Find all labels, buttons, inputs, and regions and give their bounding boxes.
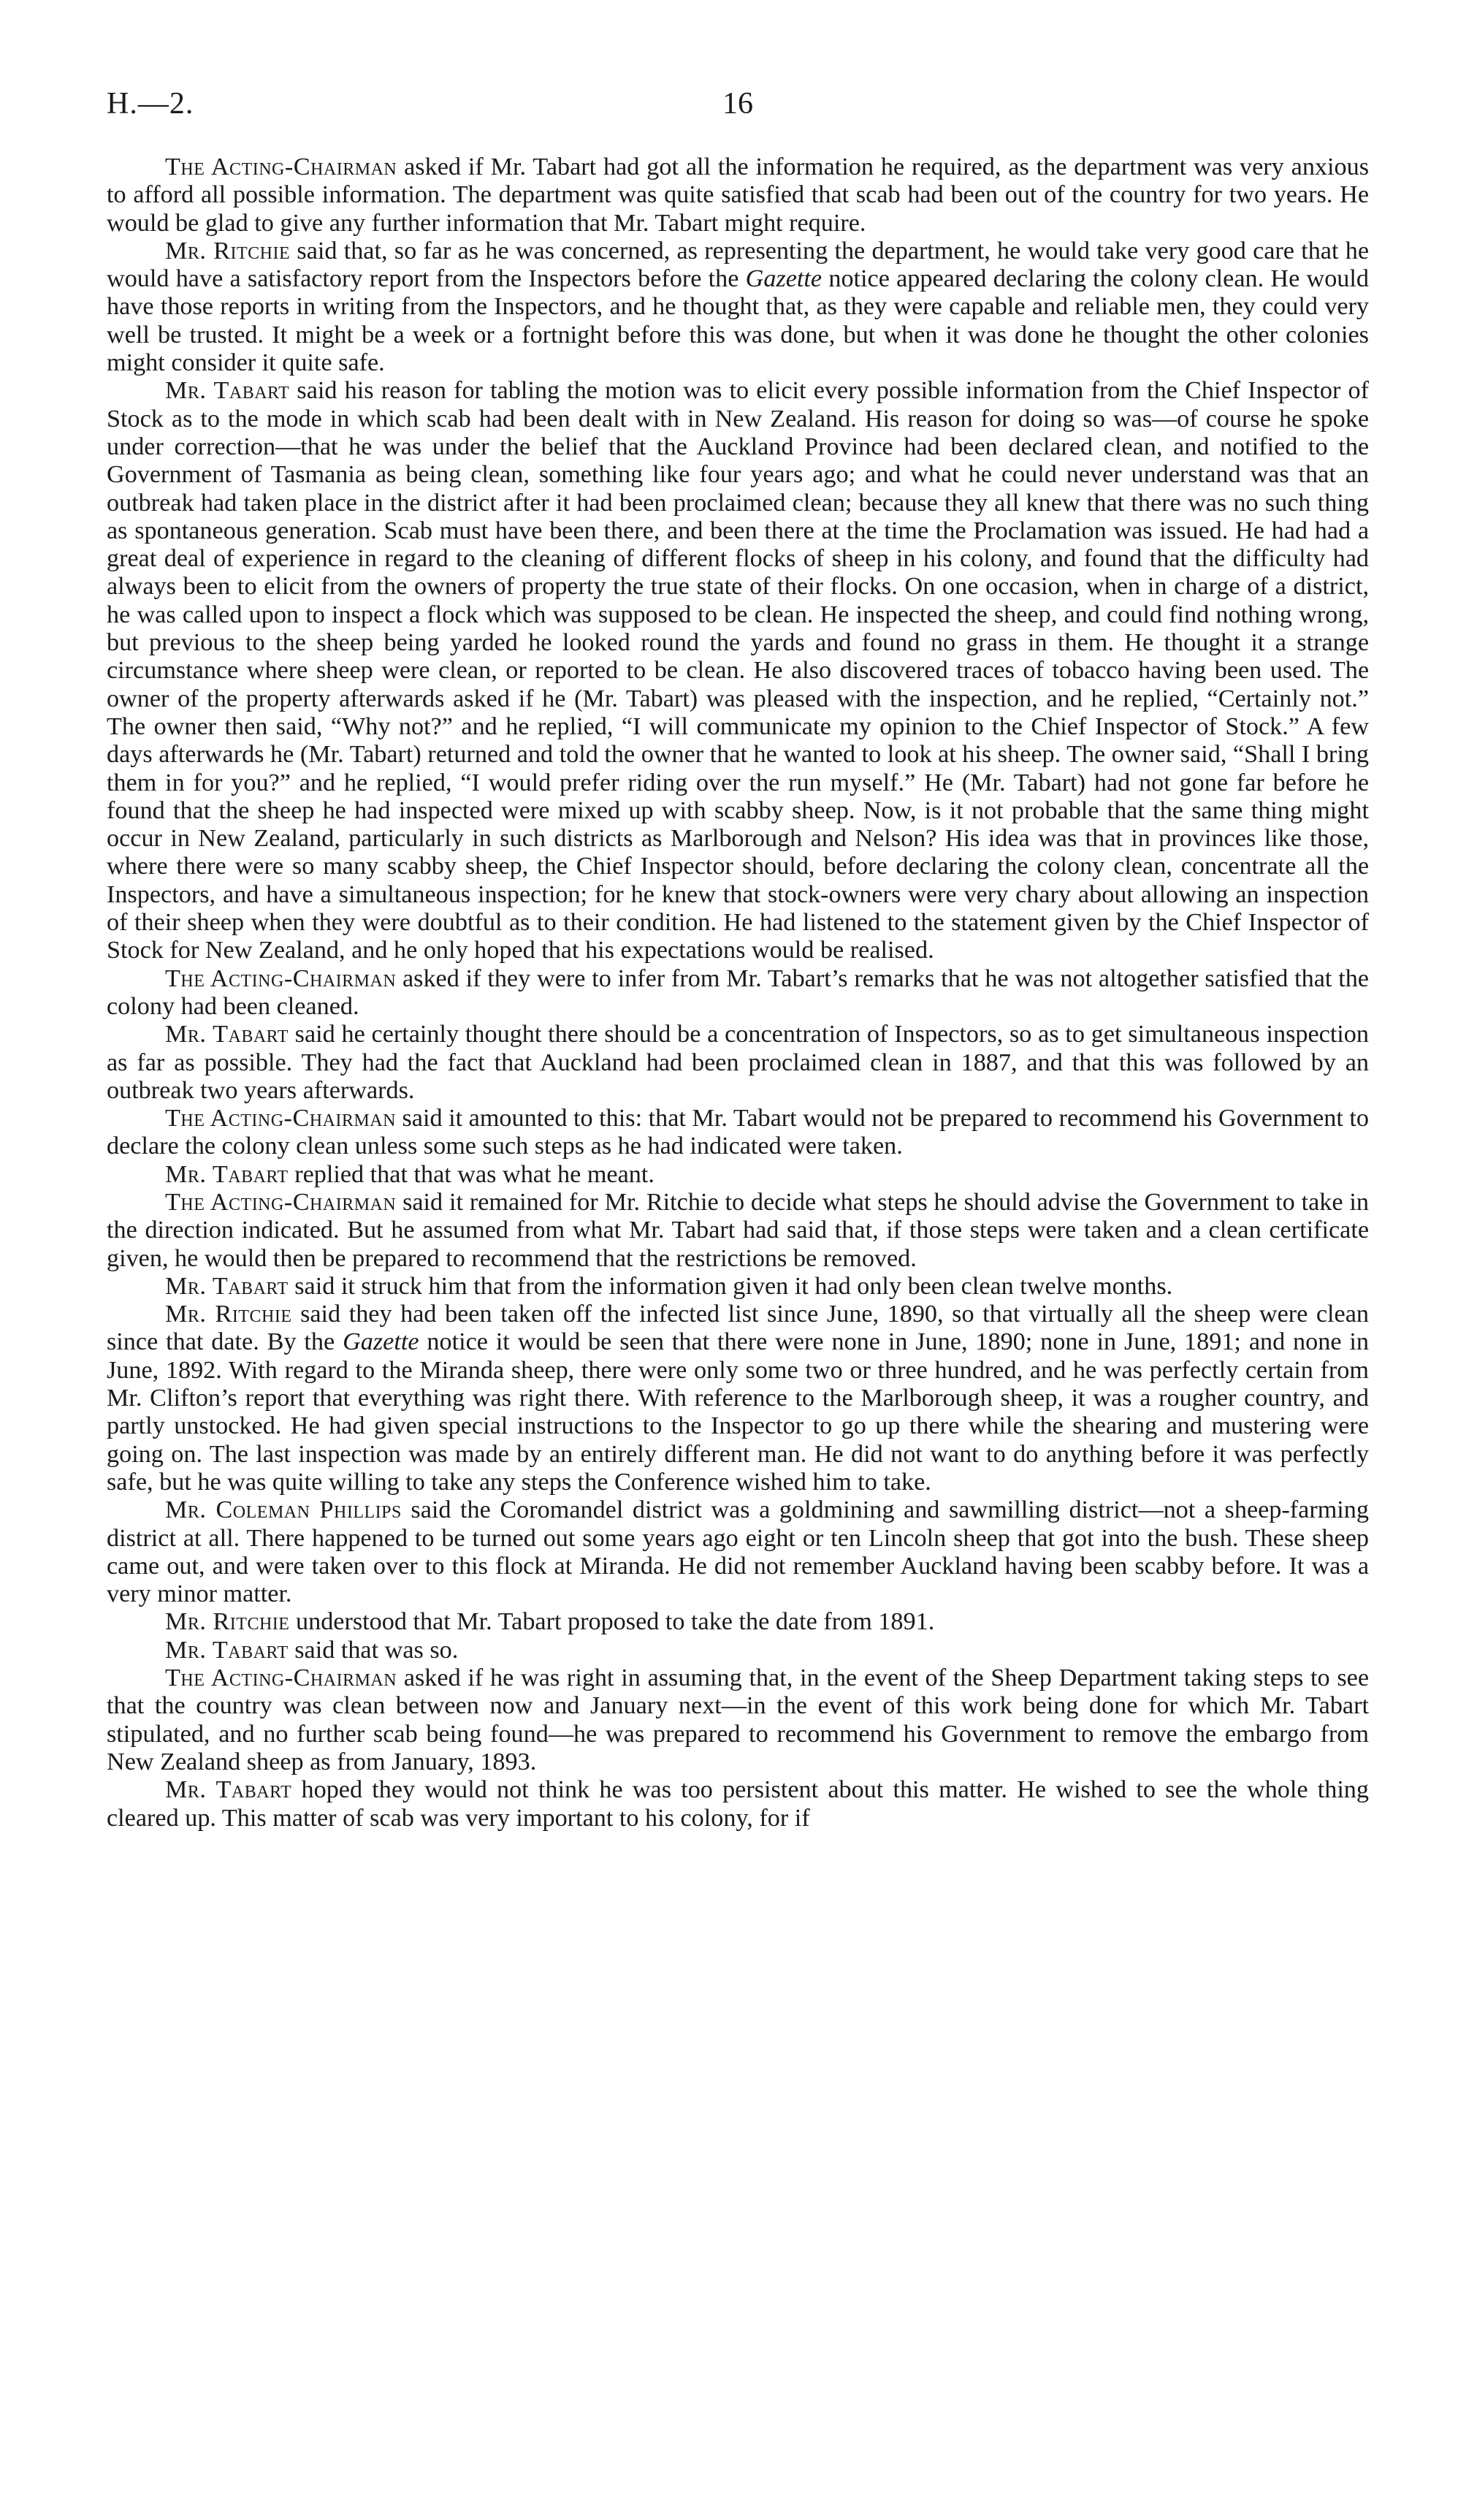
paragraph-6: [107, 1105, 1369, 1161]
paragraph-5: [107, 1021, 1369, 1105]
paragraph-13: [107, 1637, 1369, 1664]
speaker-name: The Acting-Chairman: [165, 1188, 397, 1216]
speaker-name: Mr. Tabart: [165, 1160, 289, 1188]
paragraph-7: [107, 1161, 1369, 1189]
speaker-name: Mr. Tabart: [165, 1272, 289, 1300]
paragraph-3: [107, 377, 1369, 964]
paragraph-11: [107, 1496, 1369, 1608]
paragraph-2: [107, 237, 1369, 377]
speaker-name: Mr. Ritchie: [165, 237, 291, 264]
paragraph-14: [107, 1664, 1369, 1776]
paragraph-text: said he certainly thought there should be a concentration of Inspectors, so as to get simultaneous inspection as far as possible. They had the fact that Auckland had been proclaimed clean in 1887, and that this was followed by an outbreak two years afterwards.: [107, 1021, 1369, 1104]
paragraph-text: hoped they would not think he was too persistent about this matter. He wished to see the whole thing cleared up. This matter of scab was very important to his colony, for if: [107, 1776, 1369, 1832]
paragraph-15: [107, 1776, 1369, 1832]
speaker-name: Mr. Coleman Phillips: [165, 1496, 402, 1524]
page-number: 16: [722, 87, 753, 121]
paragraph-text: replied that that was what he meant.: [288, 1160, 654, 1188]
speaker-name: Mr. Ritchie: [165, 1301, 292, 1328]
speaker-name: The Acting-Chairman: [165, 964, 397, 992]
paragraph-text: said that, so far as he was concerned, as representing the department, he would take very good care that he would have a satisfactory report from the Inspectors before the: [107, 237, 1369, 293]
speaker-name: Mr. Ritchie: [165, 1608, 290, 1636]
gazette-italic: Gazette: [745, 265, 822, 293]
paragraph-text: notice it would be seen that there were none in June, 1890; none in June, 1891; and none in June, 1892. With regard to the Miranda sheep, there were only some two or three hundred, and he was perfectly certain from Mr. Clifton’s report that everything was right there. With reference to the Marlborough sheep, it was a rougher country, and partly unstocked. He had given special instructions to the Inspector to go up there while the shearing and mustering were going on. The last inspection was made by an entirely different man. He did not want to do anything before it was perfectly safe, but he was quite willing to take any steps the Conference wished him to take.: [107, 1328, 1369, 1496]
paragraph-10: [107, 1301, 1369, 1496]
paragraph-4: [107, 965, 1369, 1021]
parliamentary-paper-reference: H.—2.: [107, 87, 194, 121]
speaker-name: Mr. Tabart: [165, 1776, 292, 1804]
page-header: [107, 86, 1369, 130]
speaker-name: The Acting-Chairman: [165, 1664, 397, 1692]
paragraph-8: [107, 1189, 1369, 1273]
paragraph-text: said the Coromandel district was a goldmining and sawmilling district—not a sheep-farming district at all. There happened to be turned out some years ago eight or ten Lincoln sheep that got into the bush. These sheep came out, and were taken over to this flock at Miranda. He did not remember Auckland having been scabby before. It was a very minor matter.: [107, 1496, 1369, 1608]
paragraph-text: notice appeared declaring the colony clean. He would have those reports in writing from the Inspectors, and he thought that, as they were capable and reliable men, they could very well be trusted. It might be a week or a fortnight before this was done, but when it was done he thought the other colonies might consider it quite safe.: [107, 265, 1369, 377]
speaker-name: The Acting-Chairman: [165, 153, 397, 180]
paragraph-text: said it remained for Mr. Ritchie to decide what steps he should advise the Government to take in the direction indicated. But he assumed from what Mr. Tabart had said that, if those steps were taken and a clean certificate given, he would then be prepared to recommend that the restrictions be removed.: [107, 1188, 1370, 1272]
paragraph-text: said that was so.: [288, 1636, 459, 1664]
paragraph-text: asked if Mr. Tabart had got all the information he required, as the department was very anxious to afford all possible information. The department was quite satisfied that scab had been out of the country for two years. He would be glad to give any further information that Mr. Tabart might require.: [107, 153, 1370, 237]
paragraph-text: said it struck him that from the information given it had only been clean twelve months.: [288, 1272, 1173, 1300]
speaker-name: The Acting-Chairman: [165, 1105, 396, 1133]
paragraph-9: [107, 1273, 1369, 1301]
paragraph-1: [107, 153, 1369, 237]
paragraph-12: [107, 1608, 1369, 1636]
paragraph-text: asked if they were to infer from Mr. Tabart’s remarks that he was not altogether satisfied that the colony had been cleaned.: [107, 964, 1369, 1020]
paragraph-text: said his reason for tabling the motion was to elicit every possible information from the Chief Inspector of Stock as to the mode in which scab had been dealt with in New Zealand. His reason for doing so was—of course he spoke under correction—that he was under the belief that the Auckland Province had been declared clean, and notified to the Government of Tasmania as being clean, something like four years ago; and what he could never understand was that an outbreak had taken place in the district after it had been proclaimed clean; because they all knew that there was no such thing as spontaneous generation. Scab must have been there, and been there at the time the Proclamation was issued. He had had a great deal of experience in regard to the cleaning of different flocks of sheep in his colony, and found that the difficulty had always been to elicit from the owners of property the true state of their flocks. On one occasion, when in charge of a district, he was called upon to inspect a flock which was supposed to be clean. He inspected the sheep, and could find nothing wrong, but previous to the sheep being yarded he looked round the yards and found no grass in them. He thought it a strange circumstance where sheep were clean, or reported to be clean. He also discovered traces of tobacco having been used. The owner of the property afterwards asked if he (Mr. Tabart) was pleased with the inspection, and he replied, “Certainly not.” The owner then said, “Why not?” and he replied, “I will communicate my opinion to the Chief Inspector of Stock.” A few days afterwards he (Mr. Tabart) returned and told the owner that he wanted to look at his sheep. The owner said, “Shall I bring them in for you?” and he replied, “I would prefer riding over the run myself.” He (Mr. Tabart) had not gone far before he found that the sheep he had inspected were mixed up with scabby sheep. Now, is it not probable that the same thing might occur in New Zealand, particularly in such districts as Marlborough and Nelson? His idea was that in provinces like those, where there were so many scabby sheep, the Chief Inspector should, before declaring the colony clean, concentrate all the Inspectors, and have a simultaneous inspection; for he knew that stock-owners were very chary about allowing an inspection of their sheep when they were doubtful as to their condition. He had listened to the statement given by the Chief Inspector of Stock for New Zealand, and he only hoped that his expectations would be realised.: [107, 377, 1370, 964]
speaker-name: Mr. Tabart: [165, 1021, 289, 1048]
paragraph-text: asked if he was right in assuming that, in the event of the Sheep Department taking steps to see that the country was clean between now and January next—in the event of this work being done for which Mr. Tabart stipulated, and no further scab being found—he was prepared to recommend his Government to remove the embargo from New Zealand sheep as from January, 1893.: [107, 1664, 1369, 1775]
paragraph-text: said they had been taken off the infected list since June, 1890, so that virtually all the sheep were clean since that date. By the: [107, 1301, 1369, 1356]
document-body: [107, 153, 1369, 1832]
gazette-italic: Gazette: [343, 1328, 419, 1356]
speaker-name: Mr. Tabart: [165, 1636, 289, 1664]
paragraph-text: said it amounted to this: that Mr. Tabart would not be prepared to recommend his Government to declare the colony clean unless some such steps as he had indicated were taken.: [107, 1105, 1369, 1160]
paragraph-text: understood that Mr. Tabart proposed to take the date from 1891.: [289, 1608, 935, 1636]
speaker-name: Mr. Tabart: [165, 377, 290, 405]
